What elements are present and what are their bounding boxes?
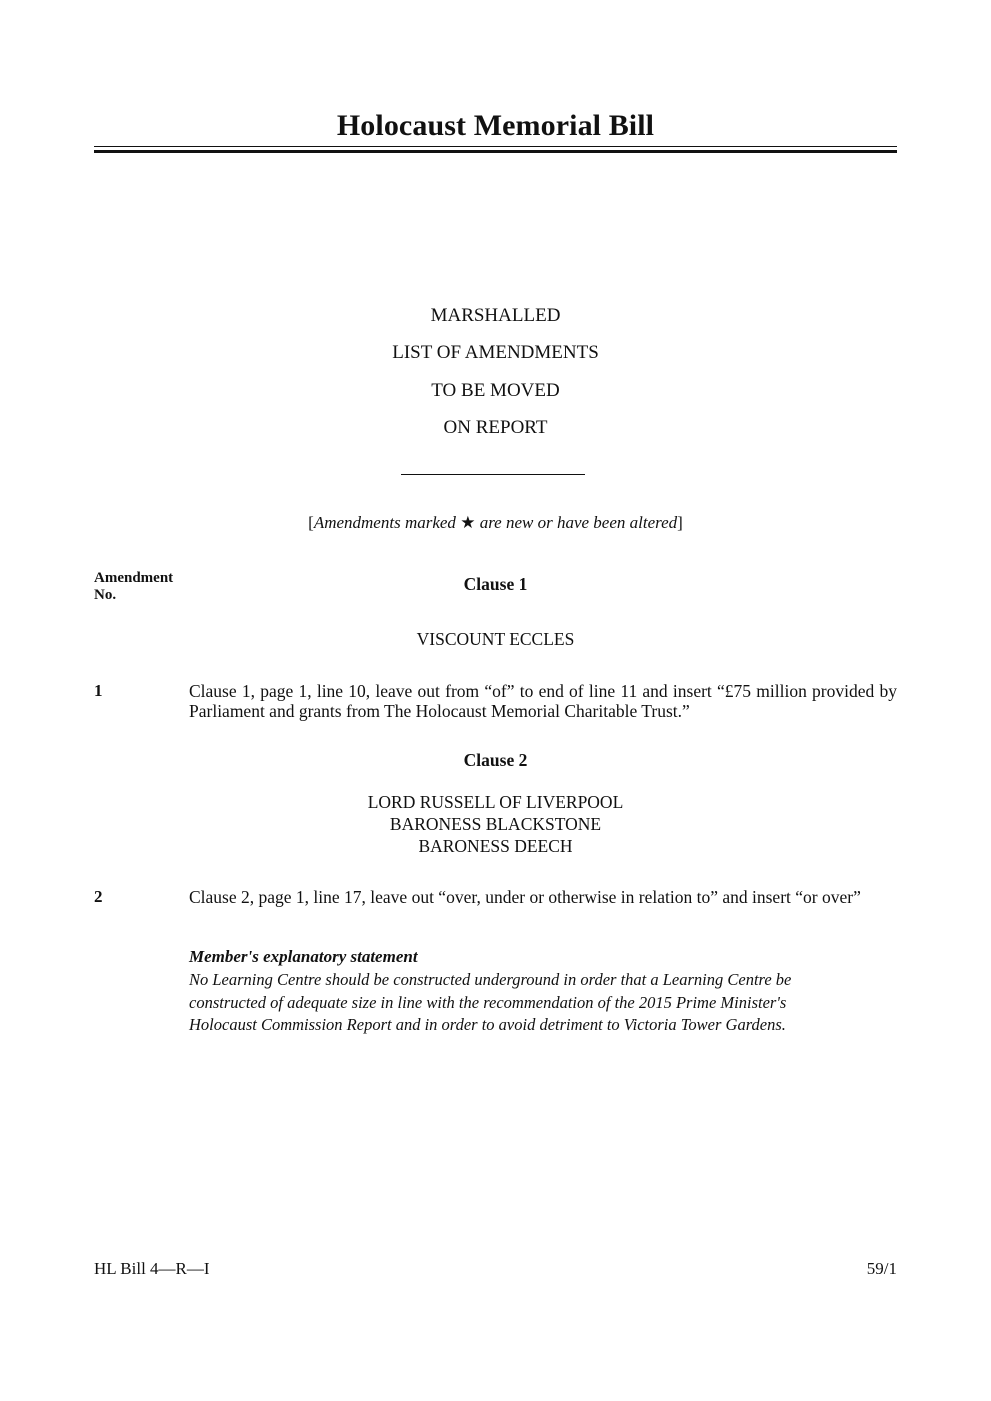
explanatory-statement-body bbox=[189, 969, 879, 1037]
bill-title: Holocaust Memorial Bill bbox=[336, 109, 655, 142]
footer-bill-reference: HL Bill 4—R—I bbox=[94, 1259, 210, 1278]
amendment-label-line2: No. bbox=[94, 587, 117, 603]
clause-1-heading: Clause 1 bbox=[463, 574, 528, 594]
title-rule-thin bbox=[94, 146, 897, 147]
amendment-1-number: 1 bbox=[94, 681, 103, 700]
amendment-1-text: Clause 1, page 1, line 10, leave out from “of” to end of line 11 and insert “£75 million provided by Parliament and grants from The Holocaust Memorial Charitable Trust.” bbox=[189, 681, 897, 721]
amendment-2-number: 2 bbox=[94, 887, 103, 906]
clause-2-member-3: BARONESS DEECH bbox=[418, 836, 573, 856]
amendment-2-text: Clause 2, page 1, line 17, leave out “over, under or otherwise in relation to” and insert “or over” bbox=[189, 887, 861, 907]
title-rule-thick bbox=[94, 150, 897, 153]
explanatory-line-1: No Learning Centre should be constructed underground in order that a Learning Centre be bbox=[189, 970, 792, 989]
star-icon: ★ bbox=[460, 513, 476, 532]
heading-on-report: ON REPORT bbox=[443, 417, 548, 438]
amendments-note bbox=[94, 512, 897, 534]
note-open-bracket: [ bbox=[308, 513, 314, 532]
clause-2-heading: Clause 2 bbox=[463, 750, 528, 770]
clause-2-member-1: LORD RUSSELL OF LIVERPOOL bbox=[367, 792, 624, 812]
heading-marshalled: MARSHALLED bbox=[430, 305, 561, 326]
explanatory-statement-title: Member's explanatory statement bbox=[189, 947, 418, 966]
clause-1-member: VISCOUNT ECCLES bbox=[416, 629, 575, 649]
note-text-before: Amendments marked bbox=[313, 513, 461, 532]
heading-list-of-amendments: LIST OF AMENDMENTS bbox=[392, 342, 599, 363]
heading-to-be-moved: TO BE MOVED bbox=[431, 380, 560, 401]
note-text-after: are new or have been altered bbox=[475, 513, 678, 532]
explanatory-line-3: Holocaust Commission Report and in order to avoid detriment to Victoria Tower Gardens. bbox=[189, 1015, 786, 1034]
note-close-bracket: ] bbox=[677, 513, 683, 532]
explanatory-line-2: constructed of adequate size in line with the recommendation of the 2015 Prime Minister's bbox=[189, 992, 787, 1012]
amendment-label-line1: Amendment bbox=[94, 570, 174, 586]
footer-page-reference: 59/1 bbox=[866, 1259, 897, 1278]
clause-2-member-2: BARONESS BLACKSTONE bbox=[389, 814, 602, 834]
heading-divider bbox=[401, 474, 585, 475]
